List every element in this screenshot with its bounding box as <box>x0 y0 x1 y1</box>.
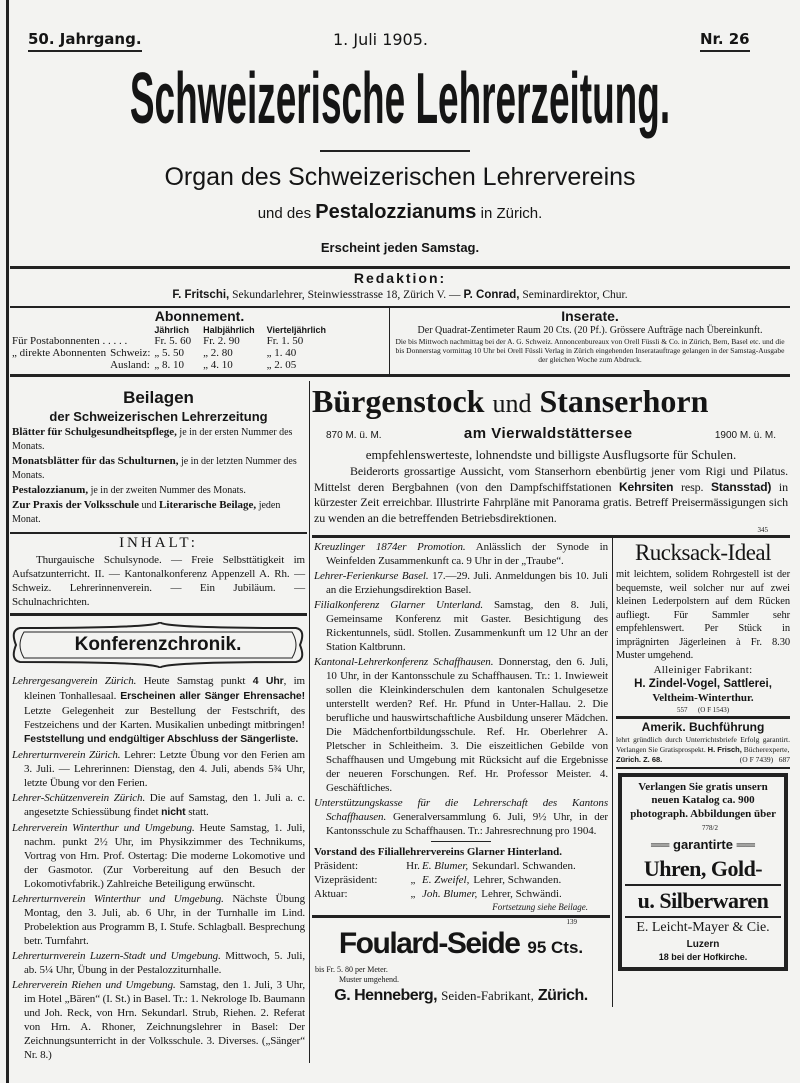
buergenstock-ad-title <box>312 381 790 424</box>
entry-organization: Lehrerverein Riehen und Umgebung. <box>12 979 176 991</box>
price-cell: „ 5. 50 <box>154 347 185 359</box>
beilage-text: je in der letzten Nummer des Monats. <box>12 456 297 481</box>
entry-text: Anlässlich der Synode in Weinfelden Zusammenkunft ca. 9 Uhr in der „Traube“. <box>326 541 608 567</box>
uhren-address: 18 bei der Hofkirche. <box>658 951 748 962</box>
maker-label: Alleiniger Fabrikant: <box>653 663 753 676</box>
left-column <box>10 381 310 1063</box>
editor-name: F. Fritschi, <box>172 289 230 301</box>
frequency: Erscheint jeden Samstag. <box>320 240 480 255</box>
uhren-firm: E. Leicht-Mayer & Cie. <box>636 919 770 935</box>
abonnement-inserate-row <box>10 308 790 374</box>
continued-note: Fortsetzung siehe Beilage. <box>492 902 588 912</box>
chronik-entry <box>12 791 305 820</box>
altitude-row <box>312 424 790 446</box>
buchfuehrung-text: lehrt gründlich durch Unterrichtsbriefe Erfolg garantirt. Verlangen Sie Gratisprospekt. <box>616 734 790 754</box>
uhren-line1: Uhren, Gold- <box>643 855 763 881</box>
beilagen-heading: Beilagen <box>123 388 194 407</box>
entry-text: 17.—29. Juli. Anmeldungen bis 10. Juli an die Erziehungsdirektion Basel. <box>326 570 608 596</box>
chronik-entry <box>314 655 608 795</box>
lower-section <box>10 381 790 1063</box>
entry-emphasis: Erscheinen aller Sänger Ehrensache! <box>120 691 305 702</box>
firm-name: G. Henneberg, <box>334 987 438 1004</box>
vorstand-info: Lehrer, Schwanden. <box>473 874 562 886</box>
firm-city: Zürich. <box>537 987 588 1004</box>
entry-organization: Lehrerverein Winterthur und Umgebung. <box>12 822 195 834</box>
vorstand-row <box>314 873 608 887</box>
inserate-terms: Die bis Mittwoch nachmittag bei der A. G. Schweiz. Annoncenbureaux von Orell Füssli & Co. in Zürich, Bern, Basel etc. und die bis Donnerstag vormittag 10 Uhr bei Orell Füssli Verlag in Zürich eingehenden Inseratauftrage gelangen in der Samstag-Ausgabe der gleichen Woche zum Abdruck. <box>395 337 785 364</box>
row-label: „ direkte Abonnenten <box>12 347 107 359</box>
entry-organization: Kreuzlinger 1874er Promotion. <box>314 541 466 553</box>
uhren-city: Luzern <box>686 938 720 950</box>
price-row <box>10 347 328 359</box>
beilage-item <box>12 498 307 527</box>
station-name: Stansstad) <box>710 479 772 494</box>
beilage-text: je in der zweiten Nummer des Monats. <box>90 485 246 496</box>
chronik-entry <box>314 796 608 838</box>
vorstand-name: Joh. Blumer, <box>422 888 478 900</box>
chronik-entry <box>12 748 305 790</box>
editor-info: Sekundarlehrer, Steinwiesstrasse 18, Zürich V. — <box>232 289 461 301</box>
row-sublabel: Ausland: <box>110 359 150 371</box>
volume: 50. Jahrgang. <box>28 30 142 48</box>
buchfuehrung-body <box>616 735 790 755</box>
price-cell: „ 2. 05 <box>266 359 297 371</box>
beilagen-list <box>10 425 307 527</box>
vorstand-role: Präsident: <box>314 860 358 872</box>
beilage-name: Literarische Beilage, <box>159 499 257 511</box>
abonnement <box>10 308 390 374</box>
price-cell: Fr. 5. 60 <box>154 335 192 347</box>
column-header: Vierteljährlich <box>266 325 326 335</box>
vorstand-rows <box>314 859 608 901</box>
price-cell: „ 4. 10 <box>203 359 233 371</box>
foulard-firm <box>315 985 607 1007</box>
entry-organization: Lehrerturnverein Luzern-Stadt und Umgebung. <box>12 950 221 962</box>
ad-code: 345 <box>757 526 768 534</box>
sub-columns <box>312 538 790 1007</box>
konferenz-entries-left <box>10 670 307 1062</box>
chronik-entry <box>12 674 305 747</box>
inserate-heading: Inserate. <box>561 308 619 324</box>
ad-code: (O F 7439) 687 <box>739 754 790 764</box>
chronik-entry <box>314 598 608 654</box>
buergenstock-ad <box>312 381 790 535</box>
divider <box>431 841 491 842</box>
entry-text: Letzte Gelegenheit zur Bestellung der Festschrift, des Festzeichens und der Karten. Musikalien unbedingt mitbringen! <box>24 705 305 731</box>
price-row <box>10 359 328 371</box>
foulard-title <box>315 927 607 965</box>
entry-text: , im kleinen Tonhallesaal. <box>24 675 306 702</box>
vorstand-name: E. Zweifel, <box>422 874 470 886</box>
column-header: Halbjährlich <box>203 325 255 335</box>
altitude-stanserhorn: 1900 M. ü. M. <box>714 430 776 441</box>
entry-organization: Lehrer-Ferienkurse Basel. <box>314 570 429 582</box>
vorstand-pre: „ <box>410 874 416 886</box>
entry-organization: Kantonal-Lehrerkonferenz Schaffhausen. <box>314 656 494 668</box>
divider <box>320 150 470 152</box>
foulard-price-range: bis Fr. 5. 80 per Meter. <box>315 965 388 974</box>
garantirte: ══ garantirte ══ <box>650 836 756 852</box>
vorstand-name: E. Blumer, <box>422 860 469 872</box>
vorstand-row <box>314 887 608 901</box>
buchfuehrung-name: H. Frisch, <box>707 744 742 754</box>
beilage-text: und <box>141 500 157 511</box>
konferenzchronik-heading: Konferenzchronik. <box>74 634 242 655</box>
entry-text: Samstag, den 8. Juli, Gemeinsame Konferenz mit Gaster. Besichtigung des Rickentunnels, südl. Stollen. Zusammenkunft um 12 Uhr an der Station Kaltbrunn. <box>326 599 608 653</box>
altitude-buergenstock: 870 M. ü. M. <box>326 430 382 441</box>
buergenstock-body <box>312 464 790 526</box>
entry-organization: Unterstützungskasse für die Lehrerschaft des Kantons Schaffhausen. <box>314 797 608 823</box>
issue-number: Nr. 26 <box>700 30 750 48</box>
chronik-entry <box>12 978 305 1062</box>
editor-info: Seminardirektor, Chur. <box>522 289 628 301</box>
entry-text: Generalversammlung 6. Juli, 9½ Uhr, in der Kantonsschule zu Schaffhausen. Tr.: Jahresrechnung pro 1904. <box>326 811 608 837</box>
entry-text: Mittwoch, 5. Juli, ab. 5¼ Uhr, Übung in der Pestalozziturnhalle. <box>24 950 305 976</box>
entry-organization: Filialkonferenz Glarner Unterland. <box>314 599 484 611</box>
entry-organization: Lehrerturnverein Zürich. <box>12 749 121 761</box>
chronik-entry <box>12 949 305 977</box>
abonnement-header-row <box>10 325 328 335</box>
beilage-item <box>12 483 307 498</box>
foulard-price: 95 Cts. <box>527 938 584 957</box>
beilage-name: Zur Praxis der Volksschule <box>12 499 140 511</box>
chronik-entry <box>12 892 305 948</box>
foulard-ad <box>312 918 610 1007</box>
konferenzchronik-banner <box>10 620 307 670</box>
tagline: empfehlenswerteste, lohnendste und billigste Ausflugsorte für Schulen. <box>365 447 737 462</box>
price-cell: Fr. 1. 50 <box>266 335 304 347</box>
subtitle-line2 <box>10 200 790 226</box>
masthead-header <box>10 0 790 58</box>
inhalt-text: Thurgauische Schulsynode. — Freie Selbsttätigkeit im Aufsatzunterricht. II. — Kantonalkonferenz Appenzell A. Rh. — Schweiz. Lehrerinnenverein. — Ein Jubiläum. — Schulnachrichten. <box>12 554 305 608</box>
divider <box>10 613 307 616</box>
entry-text: Heute Samstag punkt <box>136 675 253 687</box>
divider <box>616 767 790 769</box>
entry-emphasis: nicht <box>161 807 186 818</box>
beilage-name: Blätter für Schulgesundheitspflege, <box>12 426 177 438</box>
region: am Vierwaldstättersee <box>463 425 633 442</box>
chronik-entry <box>12 821 305 891</box>
maker: H. Zindel-Vogel, Sattlerei, <box>634 677 772 690</box>
foulard-samples: Muster umgehend. <box>339 975 399 984</box>
entry-emphasis: 4 Uhr <box>252 676 284 687</box>
issue-date: 1. Juli 1905. <box>333 30 428 49</box>
title-und: und <box>492 389 532 418</box>
middle-column <box>312 538 613 1007</box>
right-column <box>613 538 790 1007</box>
vorstand-info: Sekundarl. Schwanden. <box>472 860 576 872</box>
price-cell: „ 8. 10 <box>154 359 185 371</box>
chronik-entry <box>314 540 608 568</box>
rucksack-title: Rucksack-Ideal <box>634 540 772 565</box>
row-sublabel: Schweiz: <box>110 347 151 359</box>
entry-text: Nächste Übung Montag, den 3. Juli, ab. 6 Uhr, in der Turnhalle im Lind. Probelektion aus Programm B, I. Stufe. Schlagball. Besprechung betr. Turnfahrt. <box>24 893 305 947</box>
entry-emphasis: Feststellung und endgültiger Abschluss der Sängerliste. <box>24 734 299 745</box>
uhren-intro-text: Verlangen Sie gratis unsern neuen Katalog ca. 900 photograph. Abbildungen über <box>630 780 776 820</box>
beilage-item <box>12 425 307 454</box>
body-text: resp. <box>673 479 711 494</box>
beilage-text: jeden Monat. <box>12 500 281 525</box>
beilage-item <box>12 454 307 483</box>
beilage-name: Monatsblätter für das Schulturnen, <box>12 455 179 467</box>
entry-text: Heute Samstag, 1. Juli, nachm. punkt 2½ Uhr, im Physikzimmer des Technikums, Vortrag von Hrn. Prof. Ostertag: Die moderne Lokomotive und der Gasmotor. (Zur Vorbereitung auf den Besuch der Lokomotivfabrik.) Zahlreiche Beteiligung erwünscht. <box>24 822 305 890</box>
price-cell: „ 1. 40 <box>266 347 297 359</box>
maker-place: Veltheim-Winterthur. <box>652 691 754 704</box>
title-block <box>10 58 790 150</box>
vorstand-heading: Vorstand des Filiallehrervereins Glarner Hinterland. <box>314 846 563 858</box>
beilage-text: je in der ersten Nummer des Monats. <box>12 427 293 452</box>
right-area <box>310 381 790 1063</box>
subtitle: Organ des Schweizerischen Lehrervereins <box>164 163 636 191</box>
vorstand-row <box>314 859 608 873</box>
abonnement-heading: Abonnement. <box>154 308 245 324</box>
entry-text: Donnerstag, den 6. Juli, 10 Uhr, in der Kantonsschule zu Schaffhausen. Tr.: 1. Inwieweit sollen die Kleinkinderschulen dem kantonalen Schulgesetze unterstellt werden? Ref. Hr. Pfund in Unter-Hallau. 2. Die berufliche und hauswirtschaftliche Ausbildung unserer Mädchen. Die Mädchenfortbildungsschule. Ref. Hr. Oberlehrer A. Pletscher in Schleitheim. 3. Die eiszeitlichen Gebilde von Schaffhausen und Umgebung mit Rücksicht auf die Ergebnisse der neueren Forschungen. Ref. Hr. Professor Meister. 4. Geschäftliches. <box>326 656 608 794</box>
divider <box>10 374 790 377</box>
column-header: Jährlich <box>154 325 189 335</box>
vorstand-info: Lehrer, Schwändi. <box>481 888 562 900</box>
entry-text: Die auf Samstag, den 1. Juli a. c. angesetzte Schiessübung findet <box>24 792 306 818</box>
ad-code: 139 <box>566 918 577 926</box>
vorstand-pre: „ <box>410 888 416 900</box>
ad-code: 778/2 <box>702 824 718 832</box>
entry-text: Lehrer: Letzte Übung vor den Ferien am 3. Juli. — Lehrerinnen: Dienstag, den 4. Juli, abends 5¾ Uhr, letzte Übung vor den Ferien. <box>24 749 305 789</box>
newspaper-title: Schweizerische Lehrerzeitung. <box>129 56 671 139</box>
redaktion-heading: Redaktion: <box>353 270 447 286</box>
ad-code: 557 (O F 1543) <box>676 705 730 714</box>
inserate <box>390 308 790 374</box>
beilagen-subheading: der Schweizerischen Lehrerzeitung <box>49 409 268 424</box>
konferenz-entries-middle <box>312 538 610 838</box>
entry-text: Samstag, den 1. Juli, 3 Uhr, im Hotel „Bären“ (I. St.) in Basel. Tr.: 1. Nekrologe Ib. Baumann und Joh. Reck, von Hrn. Sekundarl. Strub, Riehen. 2. Referat von Hrn. A. Rhoner, Zeichnungslehrer in Basel: Der Zeichnungsunterricht in der Volksschule. 3. Diverses. („Sänger“ Nr. 8.) <box>24 979 305 1061</box>
vorstand <box>312 845 610 913</box>
body-text: Beiderorts grossartige Aussicht, vom Stanserhorn ebenbürtig jener vom Rigi und Pilatus. Mittelst deren Bergbahnen (von den Dampfschiffstationen <box>314 464 788 494</box>
buchfuehrung-title: Amerik. Buchführung <box>641 719 765 734</box>
buergenstock-name: Bürgenstock <box>312 383 485 419</box>
price-row <box>10 335 328 347</box>
buchfuehrung-footer <box>616 755 790 765</box>
uhren-line2: u. Silberwaren <box>637 887 769 913</box>
uhren-intro <box>625 781 781 836</box>
entry-organization: Lehrergesangverein Zürich. <box>12 675 137 687</box>
entry-organization: Lehrer-Schützenverein Zürich. <box>12 792 146 804</box>
body-text: in kürzester Zeit erreichbar. Illustrirte Fahrpläne mit Panorama gratis. Betreff Preisermässigungen sich zu wenden an die betreffenden Betriebsdirektionen. <box>314 479 788 525</box>
beilage-name: Pestalozzianum, <box>12 484 89 496</box>
foulard-name: Foulard-Seide <box>338 927 520 960</box>
redaktion-editors <box>10 287 790 303</box>
uhren-ad-frame <box>618 773 788 971</box>
stanserhorn-name: Stanserhorn <box>539 383 709 419</box>
editor-name: P. Conrad, <box>463 289 520 301</box>
entry-organization: Lehrerturnverein Winterthur und Umgebung. <box>12 893 224 905</box>
firm-description: Seiden-Fabrikant, <box>441 988 534 1003</box>
buchfuehrung-place: Zürich. Z. 68. <box>616 754 663 764</box>
subtitle-line2-pre: und des <box>257 205 312 222</box>
garantirte-text: garantirte <box>673 836 733 852</box>
subtitle-line2-post: in Zürich. <box>480 205 543 222</box>
price-cell: „ 2. 80 <box>203 347 233 359</box>
abonnement-table <box>10 325 328 371</box>
inhalt-heading: INHALT: <box>119 535 198 551</box>
station-name: Kehrsiten <box>618 479 674 494</box>
row-label <box>10 359 108 371</box>
pestalozzianum: Pestalozzianums <box>315 201 477 223</box>
vorstand-role: Aktuar: <box>314 888 348 900</box>
chronik-entry <box>314 569 608 597</box>
row-label: Für Postabonnenten . . . . . <box>12 335 128 347</box>
rucksack-body: mit leichtem, solidem Rohrgestell ist der bequemste, weil solcher nur auf zwei kleinen Lederpolstern auf dem Rücken aufliegt. Für Sammler sehr empfehlenswert. Per Stück in imprägnirten Jägerleinen à Fr. 8.30 Muster umgehend. <box>616 569 790 661</box>
vorstand-role: Vizepräsident: <box>314 874 378 886</box>
price-cell: Fr. 2. 90 <box>203 335 240 347</box>
buchfuehrung-role: Bücherexperte, <box>743 744 790 754</box>
vorstand-pre: Hr. <box>406 860 420 872</box>
inserate-rate: Der Quadrat-Zentimeter Raum 20 Cts. (20 Pf.). Grössere Aufträge nach Übereinkunft. <box>417 325 763 336</box>
entry-text: statt. <box>185 806 209 818</box>
